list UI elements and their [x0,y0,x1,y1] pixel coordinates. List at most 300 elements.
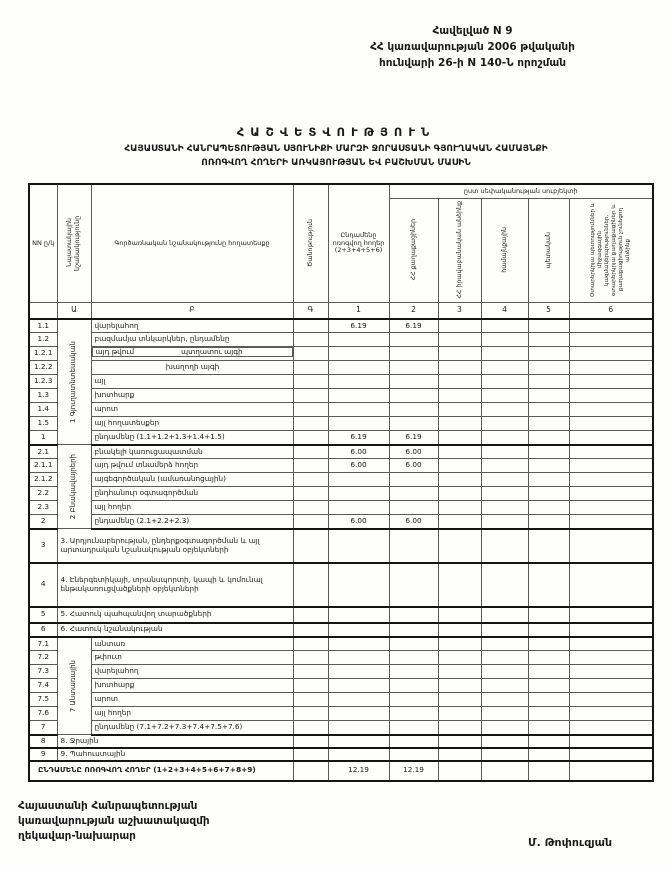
category-row [29,529,653,563]
row-number: 1.1 [29,319,57,333]
value-cell: 6.00 [328,445,389,459]
row-number: 8 [29,735,57,748]
remark-cell [293,761,328,781]
remark-cell [293,487,328,501]
land-type: խոտհարք [91,389,293,403]
value-cell [528,665,569,679]
land-type: ընդհանուր օգտագործման [91,487,293,501]
col-header-community [481,198,528,302]
value-cell [389,361,438,375]
category-label: 6. Հատուկ նշանակության [57,623,293,637]
value-cell [438,417,481,431]
value-cell [389,637,438,651]
value-cell [569,721,653,735]
remark-cell [293,445,328,459]
value-cell [389,665,438,679]
remark-cell [293,637,328,651]
value-cell [389,487,438,501]
value-cell [569,748,653,761]
appendix-line: Հավելված N 9 [432,25,513,37]
value-cell [481,403,528,417]
land-type: այլ հողեր [91,707,293,721]
value-cell [481,459,528,473]
value-cell [569,735,653,748]
value-cell [481,735,528,748]
value-cell [389,501,438,515]
appendix-line: հունվարի 26-ի N 140-Ն որոշման [379,56,566,69]
letter-cell: Ա [57,302,91,319]
value-cell [569,665,653,679]
value-cell [528,389,569,403]
remark-cell [293,735,328,748]
legal-entities-header-text: ՀՀ իրավաբանական անձինք [455,201,463,299]
value-cell [569,761,653,781]
land-type: վարելահող [91,665,293,679]
value-cell [481,679,528,693]
value-cell [438,607,481,623]
purpose-header-text: Նպատակային նշանակությունը [66,215,81,271]
value-cell [481,748,528,761]
value-cell [438,333,481,347]
value-cell [481,431,528,445]
value-cell [481,651,528,665]
value-cell [389,529,438,563]
value-cell [438,431,481,445]
value-cell [569,361,653,375]
category-row [29,735,653,748]
value-cell [438,637,481,651]
value-cell [528,487,569,501]
value-cell [438,748,481,761]
table-row [29,347,653,361]
remark-cell [293,515,328,529]
value-cell [528,651,569,665]
value-cell [328,665,389,679]
row-number: 2.1.1 [29,459,57,473]
col-header-foreign [569,198,653,302]
value-cell [328,347,389,361]
value-cell [328,529,389,563]
land-type [92,347,293,357]
value-cell [528,319,569,333]
land-type: անտառ [91,637,293,651]
value-cell [528,445,569,459]
value-cell [328,403,389,417]
row-number: 3 [29,529,57,563]
table-row [29,319,653,333]
value-cell [389,347,438,361]
remark-cell [293,403,328,417]
remark-cell [293,319,328,333]
value-cell [481,445,528,459]
letter-cell: 4 [481,302,528,319]
row-number: 9 [29,748,57,761]
remark-cell [293,347,328,361]
value-cell [328,735,389,748]
signatory-org-line: ղեկավար-նախարար [18,830,136,843]
value-cell [481,665,528,679]
value-cell [438,563,481,607]
col-header-nn: NN ը/կ [29,184,57,302]
value-cell [481,487,528,501]
row-number: 2.1 [29,445,57,459]
remark-cell [293,563,328,607]
signatory-org-line: Հայաստանի Հանրապետության [18,800,198,812]
value-cell [389,607,438,623]
remark-cell [293,651,328,665]
row-number: 2.2 [29,487,57,501]
value-cell [481,563,528,607]
value-cell [528,333,569,347]
grand-total-label: ԸՆԴԱՄԵՆԸ ՈՌՈԳՎՈՂ ՀՈՂԵՐ (1+2+3+4+5+6+7+8+9) [29,761,293,781]
row-number: 1.2.2 [29,361,57,375]
value-cell [528,761,569,781]
table-row [29,403,653,417]
value-cell [528,563,569,607]
row-number: 7.5 [29,693,57,707]
section-total-row [29,515,653,529]
foreign-header-text: Օտարերկրյա պետություններ և միջազգային կազմակերպություններ, օտարերկրյա քաղաքացիներ և քաղաքացիություն չունեցող անձինք [589,202,631,298]
value-cell [438,459,481,473]
value-cell [528,607,569,623]
value-cell [481,515,528,529]
appendix-reference-block [300,24,645,71]
table-row [29,707,653,721]
category-label: 5. Հատուկ պահպանվող տարածքների [57,607,293,623]
value-cell [438,761,481,781]
row-number: 1.3 [29,389,57,403]
land-type-text: պտղատու այգի [181,347,243,356]
remark-cell [293,333,328,347]
value-cell [328,375,389,389]
value-cell [389,333,438,347]
letter-cell: 5 [528,302,569,319]
value-cell [569,389,653,403]
value-cell: 6.19 [328,319,389,333]
section-agricultural-cell [57,319,91,445]
value-cell [438,319,481,333]
value-cell [438,679,481,693]
col-header-legal-entities [438,198,481,302]
table-row [29,459,653,473]
table-row [29,333,653,347]
community-header-text: համայնքային [500,227,508,273]
value-cell [438,403,481,417]
value-cell [328,361,389,375]
value-cell [328,473,389,487]
value-cell [569,637,653,651]
value-cell [569,529,653,563]
col-header-state [528,198,569,302]
category-label: 4. Էներգետիկայի, տրանսպորտի, կապի և կոմունալ ենթակառուցվածքների օբյեկտների [57,563,293,607]
land-type: թփուտ [91,651,293,665]
value-cell [569,403,653,417]
value-cell [569,487,653,501]
value-cell [528,679,569,693]
value-cell: 6.00 [328,459,389,473]
value-cell [481,721,528,735]
value-cell [389,693,438,707]
value-cell [481,761,528,781]
row-number: 7.2 [29,651,57,665]
value-cell [528,473,569,487]
letter-cell: 1 [328,302,389,319]
row-number: 7.3 [29,665,57,679]
grand-total-row [29,761,653,781]
col-header-total: Ընդամենը ոռոգվող հողեր (2+3+4+5+6) [328,184,389,302]
value-cell [438,707,481,721]
row-number: 7 [29,721,57,735]
table-row [29,501,653,515]
land-type: վարելահող [91,319,293,333]
signatory-org-line: կառավարության աշխատակազմի [18,815,210,828]
value-cell [481,361,528,375]
value-cell [438,473,481,487]
land-type: այլ [91,375,293,389]
value-cell: 6.00 [328,515,389,529]
value-cell [528,417,569,431]
value-cell [481,693,528,707]
col-header-remark [293,184,328,302]
value-cell [328,693,389,707]
section-total-row [29,431,653,445]
category-label: 9. Պահուստային [57,748,293,761]
value-cell [528,637,569,651]
value-cell [569,347,653,361]
value-cell [438,735,481,748]
value-cell [328,563,389,607]
row-number: 2.1.2 [29,473,57,487]
section-settlements-cell [57,445,91,529]
value-cell [569,707,653,721]
value-cell [328,417,389,431]
row-number: 7.4 [29,679,57,693]
value-cell [528,693,569,707]
column-letter-row [29,302,653,319]
value-cell [528,515,569,529]
value-cell [528,529,569,563]
value-cell [528,748,569,761]
category-label: 8. Ջրային [57,735,293,748]
value-cell [528,459,569,473]
col-header-citizens [389,198,438,302]
row-number: 4 [29,563,57,607]
value-cell [438,445,481,459]
land-type: այգեգործական (ամառանոցային) [91,473,293,487]
value-cell [569,431,653,445]
value-cell: 6.19 [328,431,389,445]
remark-cell [293,748,328,761]
letter-cell: Բ [91,302,293,319]
value-cell [438,623,481,637]
value-cell [481,319,528,333]
value-cell [438,375,481,389]
remark-cell [293,607,328,623]
value-cell [481,389,528,403]
table-row [29,361,653,375]
table-row [29,375,653,389]
value-cell [569,607,653,623]
table-row [29,487,653,501]
row-number: 1.4 [29,403,57,417]
value-cell [528,707,569,721]
land-type: բնակելի կառուցապատման [91,445,293,459]
value-cell [528,375,569,389]
state-header-text: պետական [544,231,552,269]
letter-cell: 2 [389,302,438,319]
letter-cell [29,302,57,319]
land-type: արոտ [91,403,293,417]
value-cell [528,361,569,375]
value-cell [389,623,438,637]
value-cell: 6.19 [389,319,438,333]
value-cell [569,333,653,347]
value-cell [528,347,569,361]
value-cell [389,473,438,487]
value-cell [438,487,481,501]
value-cell [569,445,653,459]
section-label: 2 Բնակավայրերի [69,453,78,520]
report-subtitle-line1: ՀԱՅԱՍՏԱՆԻ ՀԱՆՐԱՊԵՏՈՒԹՅԱՆ ՍՅՈՒՆԻՔԻ ՄԱՐԶԻ ՋՈՐԱՍՏԱՆԻ ԳՅՈՒՂԱԿԱՆ ՀԱՄԱՅՆՔԻ [124,144,548,154]
value-cell [481,637,528,651]
category-row [29,748,653,761]
section-total-row [29,721,653,735]
value-cell [438,529,481,563]
value-cell [328,707,389,721]
remark-cell [293,431,328,445]
row-number: 1 [29,431,57,445]
value-cell [438,347,481,361]
remark-cell [293,665,328,679]
citizens-header-text: ՀՀ քաղաքացիներ [409,219,417,281]
category-row [29,623,653,637]
row-number: 1.2.1 [29,347,57,361]
value-cell [389,735,438,748]
report-title: ՀԱՇՎԵՏՎՈՒԹՅՈՒՆ [236,125,436,139]
value-cell [528,501,569,515]
value-cell [328,389,389,403]
category-label: 3. Արդյունաբերության, ընդերքօգտագործման և այլ արտադրական նշանակության օբյեկտների [57,529,293,563]
value-cell [328,501,389,515]
value-cell [389,375,438,389]
value-cell [481,417,528,431]
value-cell [481,607,528,623]
value-cell [438,501,481,515]
value-cell [569,515,653,529]
value-cell: 12.19 [389,761,438,781]
letter-cell: 3 [438,302,481,319]
section-total-label: ընդամենը (7.1+7.2+7.3+7.4+7.5+7.6) [91,721,293,735]
land-type: արոտ [91,693,293,707]
section-label: 7 Անտառային [69,659,78,712]
value-cell [438,665,481,679]
table-row [29,445,653,459]
row-number: 5 [29,607,57,623]
value-cell [481,501,528,515]
remark-cell [293,389,328,403]
value-cell [569,651,653,665]
value-cell [569,417,653,431]
value-cell [528,403,569,417]
value-cell [389,403,438,417]
section-total-label: ընդամենը (1.1+1.2+1.3+1.4+1.5) [91,431,293,445]
col-group-ownership: ըստ սեփականության սուբյեկտի [389,184,653,198]
value-cell [481,473,528,487]
value-cell [481,375,528,389]
value-cell [438,693,481,707]
row-number: 2.3 [29,501,57,515]
category-row [29,607,653,623]
value-cell [328,721,389,735]
value-cell [481,623,528,637]
value-cell [569,473,653,487]
value-cell [528,623,569,637]
table-row [29,693,653,707]
value-cell [569,319,653,333]
value-cell [438,361,481,375]
row-number: 1.2 [29,333,57,347]
table-row [29,417,653,431]
value-cell: 6.00 [389,445,438,459]
value-cell [328,651,389,665]
row-number: 6 [29,623,57,637]
value-cell [569,679,653,693]
value-cell [481,529,528,563]
remark-cell [293,375,328,389]
remark-cell [293,707,328,721]
section-total-label: ընդամենը (2.1+2.2+2.3) [91,515,293,529]
value-cell [569,459,653,473]
value-cell [569,501,653,515]
value-cell [569,563,653,607]
col-header-functional: Գործառնական նշանակությունը հողատեսքը [91,184,293,302]
value-cell [328,333,389,347]
table-row [29,665,653,679]
remark-cell [293,693,328,707]
value-cell [569,693,653,707]
land-type: խաղողի այգի [91,361,293,375]
value-cell [481,333,528,347]
value-cell [528,735,569,748]
remark-cell [293,417,328,431]
land-type: այդ թվում տնամերձ հողեր [91,459,293,473]
remark-cell [293,623,328,637]
land-type: այլ հողեր [91,501,293,515]
table-row [29,679,653,693]
value-cell [389,389,438,403]
value-cell [528,721,569,735]
land-type: խոտհարք [91,679,293,693]
signatory-title-block [18,799,210,845]
remark-cell [293,721,328,735]
remark-cell [293,361,328,375]
table-row [29,651,653,665]
value-cell [389,748,438,761]
col-header-purpose [57,184,91,302]
table-row [29,473,653,487]
irrigated-lands-table [28,183,654,782]
land-type: այլ հողատեսքեր [91,417,293,431]
value-cell [389,651,438,665]
row-number: 1.2.3 [29,375,57,389]
value-cell [328,748,389,761]
value-cell [328,487,389,501]
value-cell [481,707,528,721]
row-number: 1.5 [29,417,57,431]
remark-cell [293,459,328,473]
signatory-name: Մ. Թոփուզյան [528,836,613,849]
value-cell [528,431,569,445]
